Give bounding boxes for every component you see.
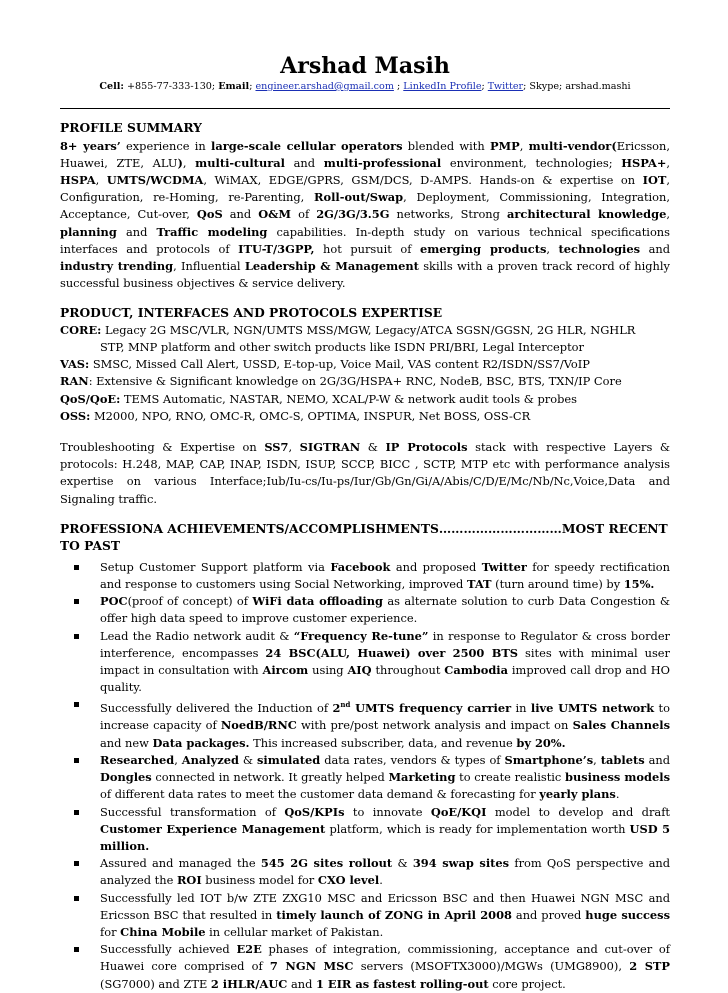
cell-value: +855-77-333-130; [123,81,219,92]
bullet-icon [74,599,79,604]
header-divider [60,108,670,109]
twitter-link[interactable]: Twitter [487,81,524,92]
skype-text: Skype; arshad.mashi [529,81,631,92]
list-item: Successfully achieved E2E phases of integration, commissioning, acceptance and cut-over of Huawei core comprised of 7 NGN MSC servers (MSOFTX3000)/MGWs (UMG8900), 2 STP (SG7000) and ZTE 2 iHLR/AUC and 1 EIR as fastest rolling-out core project. [60,941,670,993]
profile-summary-title: PROFILE SUMMARY [60,120,202,135]
linkedin-link[interactable]: LinkedIn Profile [403,81,482,92]
list-item: Lead the Radio network audit & “Frequency Re-tune” in response to Regulator & cross border interference, encompasses 24 BSC(ALU, Huawei) over 2500 BTS sites with minimal user impact in consultation with Aircom using AIQ throughout Cambodia improved call drop and HO quality. [60,628,670,697]
bullet-icon [74,810,79,815]
bullet-icon [74,758,79,763]
bullet-icon [74,702,79,707]
bullet-icon [74,896,79,901]
qos-line: QoS/QoE: TEMS Automatic, NASTAR, NEMO, XCAL/P-W & network audit tools & probes [60,391,577,406]
vas-line: VAS: SMSC, Missed Call Alert, USSD, E-top-up, Voice Mail, VAS content R2/ISDN/SS7/VoIP [60,357,590,372]
separator: ; [523,81,530,92]
cell-label: Cell: [99,81,124,92]
bullet-icon [74,947,79,952]
list-item: Assured and managed the 545 2G sites rollout & 394 swap sites from QoS perspective and analyzed the ROI business model for CXO level. [60,855,670,889]
oss-line: OSS: M2000, NPO, RNO, OMC-R, OMC-S, OPTIMA, INSPUR, Net BOSS, OSS-CR [60,408,531,423]
core-line: CORE: Legacy 2G MSC/VLR, NGN/UMTS MSS/MGW, Legacy/ATCA SGSN/GGSN, 2G HLR, NGHLR [60,322,636,337]
separator: ; [249,81,256,92]
list-item: Setup Customer Support platform via Facebook and proposed Twitter for speedy rectification and response to customers using Social Networking, improved TAT (turn around time) by 15%. [60,559,670,593]
profile-summary-text: 8+ years’ experience in large-scale cellular operators blended with PMP, multi-vendor(Ericsson, Huawei, ZTE, ALU), multi-cultural and multi-professional environment, technologies; HSPA+, HSPA, UMTS/WCDMA, WiMAX, EDGE/GPRS, GSM/DCS, D-AMPS. Hands-on & expertise on IOT, Configuration, re-Homing, re-Parenting, Roll-out/Swap, Deployment, Commissioning, Integration, Acceptance, Cut-over, QoS and O&M of 2G/3G/3.5G networks, Strong architectural knowledge, planning and Traffic modeling capabilities. In-depth study on various technical specifications interfaces and protocols of ITU-T/3GPP, hot pursuit of emerging products, technologies and industry trending, Influential Leadership & Management skills with a proven track record of highly successful business objectives & service delivery. [60,138,670,291]
list-item: POC(proof of concept) of WiFi data offloading as alternate solution to curb Data Congestion & offer high data speed to improve customer experience. [60,593,670,627]
contact-line [50,80,680,94]
achievements-list [60,559,670,993]
product-expertise-title: PRODUCT, INTERFACES AND PROTOCOLS EXPERTISE [60,305,443,321]
troubleshooting-paragraph: Troubleshooting & Expertise on SS7, SIGTRAN & IP Protocols stack with respective Layers & protocols: H.248, MAP, CAP, INAP, ISDN, ISUP, SCCP, BICC , SCTP, MTP etc with performance analysis expertise on various Interface;Iub/Iu-cs/Iu-ps/Iur/Gb/Gn/Gi/A/Abis/C/D/E/Mc/Nb/Nc,Voice,Data and Signaling traffic. [60,440,671,506]
email-label: Email [218,81,250,92]
candidate-name: Arshad Masih [280,53,450,79]
resume-page [60,52,670,993]
bullet-icon [74,565,79,570]
list-item: Successful transformation of QoS/KPIs to innovate QoE/KQI model to develop and draft Customer Experience Management platform, which is ready for implementation worth USD 5 million. [60,804,670,856]
list-item: Successfully delivered the Induction of 2nd UMTS frequency carrier in live UMTS network to increase capacity of NoedB/RNC with pre/post network analysis and impact on Sales Channels and new Data packages. This increased subscriber, data, and revenue by 20%. [60,696,670,751]
bullet-icon [74,861,79,866]
bullet-icon [74,634,79,639]
email-link[interactable]: engineer.arshad@gmail.com [255,81,394,92]
achievements-title: PROFESSIONA ACHIEVEMENTS/ACCOMPLISHMENTS…………………………MOST RECENT TO PAST [60,520,668,554]
list-item: Researched, Analyzed & simulated data rates, vendors & types of Smartphone’s, tablets and Dongles connected in network. It greatly helped Marketing to create realistic business models of different data rates to meet the customer data demand & forecasting for yearly plans. [60,752,670,804]
ran-line: RAN: Extensive & Significant knowledge on 2G/3G/HSPA+ RNC, NodeB, BSC, BTS, TXN/IP Core [60,374,622,389]
list-item: Successfully led IOT b/w ZTE ZXG10 MSC and Ericsson BSC and then Huawei NGN MSC and Ericsson BSC that resulted in timely launch of ZONG in April 2008 and proved huge success for China Mobile in cellular market of Pakistan. [60,890,670,942]
separator: ; [393,81,404,92]
core-line-continued: STP, MNP platform and other switch products like ISDN PRI/BRI, Legal Interceptor [100,340,584,355]
separator: ; [481,81,488,92]
